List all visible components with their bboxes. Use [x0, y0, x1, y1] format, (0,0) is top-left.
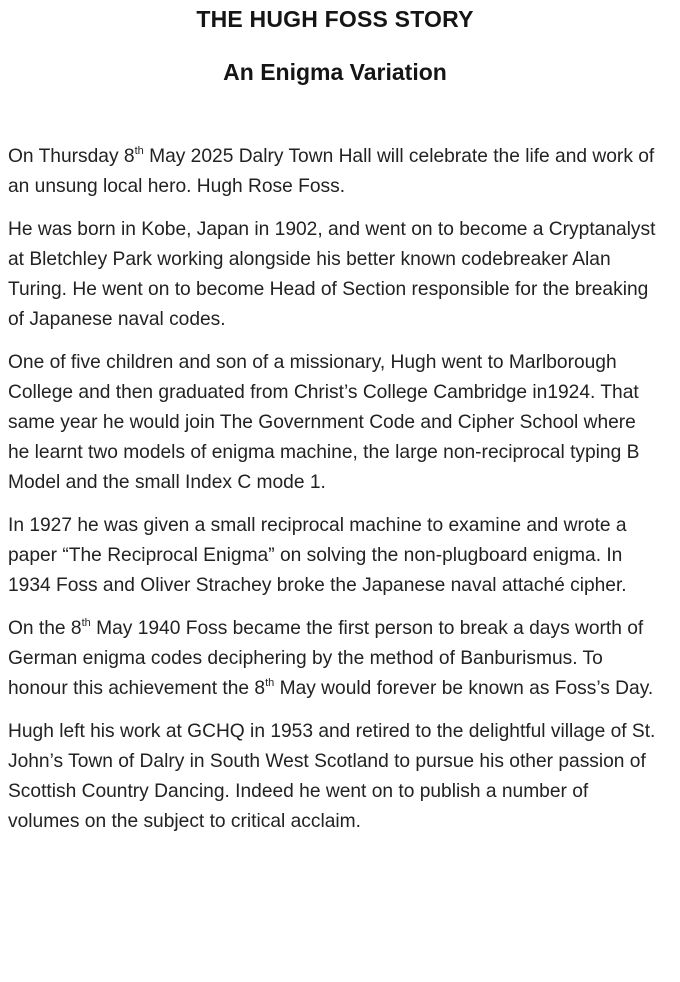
- ordinal-suffix: th: [81, 616, 91, 629]
- paragraph-4: In 1927 he was given a small reciprocal machine to examine and wrote a paper “The Reciprocal Enigma” on solving the non-plugboard enigma. In 1934 Foss and Oliver Strachey broke the Japanese naval attaché cipher.: [8, 515, 627, 596]
- paragraph-5-text-a: On the 8: [8, 618, 82, 639]
- paragraph-3: One of five children and son of a missionary, Hugh went to Marlborough College and then graduated from Christ’s College Cambridge in1924. That same year he would join The Government Code and Cipher School where he learnt two models of enigma machine, the large non-reciprocal typing B Model and the small Index C mode 1.: [8, 352, 640, 493]
- paragraph-2: He was born in Kobe, Japan in 1902, and went on to become a Cryptanalyst at Bletchley Park working alongside his better known codebreaker Alan Turing. He went on to become Head of Section responsible for the breaking of Japanese naval codes.: [8, 219, 656, 330]
- paragraph-6: Hugh left his work at GCHQ in 1953 and retired to the delightful village of St. John’s Town of Dalry in South West Scotland to pursue his other passion of Scottish Country Dancing. Indeed he went on to publish a number of volumes on the subject to critical acclaim.: [8, 721, 656, 832]
- paragraph-5-text-b: May 1940 Foss became the first person to break a days worth of German enigma codes deciphering by the method of Banburismus. To honour this achievement the 8: [8, 618, 644, 699]
- paragraph-1-text-a: On Thursday 8: [8, 146, 135, 167]
- document-body: [8, 142, 662, 837]
- paragraph-1-text-b: May 2025 Dalry Town Hall will celebrate the life and work of an unsung local hero. Hugh Rose Foss.: [8, 146, 655, 197]
- document-title: THE HUGH FOSS STORY: [196, 6, 474, 32]
- document-subtitle: An Enigma Variation: [223, 59, 447, 85]
- paragraph-1: [8, 142, 662, 202]
- paragraph-5-text-c: May would forever be known as Foss’s Day.: [274, 678, 654, 699]
- ordinal-suffix: th: [265, 676, 275, 689]
- ordinal-suffix: th: [134, 144, 144, 157]
- paragraph-5: [8, 614, 662, 704]
